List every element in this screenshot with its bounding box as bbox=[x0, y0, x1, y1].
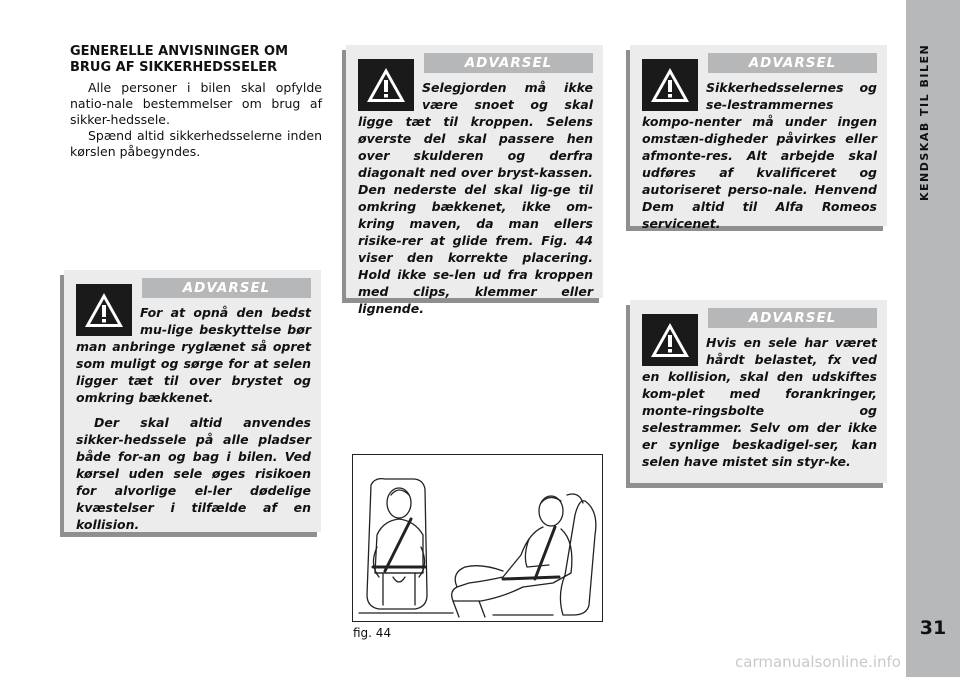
warning-triangle-icon bbox=[76, 284, 132, 336]
warning-text: Selegjorden må ikke være snoet og skal ligge tæt til kroppen. Selens øverste del skal passere hen over skulderen og derfra diagonalt ned over bryst-kassen. Den nederste del skal lig-ge til omkring bækkenet, ikke om-kring maven, da man ellers risike-rer at glide frem. Fig. 44 viser den korrekte placering. Hold ikke se-len ud fra kroppen med clips, klemmer eller lignende. bbox=[358, 80, 593, 316]
warning-triangle-icon bbox=[642, 314, 698, 366]
warning-triangle-icon bbox=[642, 59, 698, 111]
warning-heading: ADVARSEL bbox=[142, 278, 311, 298]
watermark: carmanualsonline.info bbox=[735, 653, 901, 671]
seatbelt-illustration bbox=[352, 454, 603, 622]
warning-heading: ADVARSEL bbox=[424, 53, 593, 73]
section-title: KENDSKAB TIL BILEN bbox=[918, 44, 931, 202]
warning-triangle-icon bbox=[358, 59, 414, 111]
warning-heading: ADVARSEL bbox=[708, 53, 877, 73]
intro-paragraph-2: Spænd altid sikkerhedsselerne inden kørslen påbegyndes. bbox=[70, 128, 322, 159]
figure-caption: fig. 44 bbox=[353, 626, 392, 640]
warning-heading: ADVARSEL bbox=[708, 308, 877, 328]
intro-heading: GENERELLE ANVISNINGER OM BRUG AF SIKKERHEDSSELER bbox=[70, 44, 289, 75]
warning-box-2 bbox=[346, 45, 603, 316]
warning-text: Der skal altid anvendes sikker-hedssele på alle pladser både for-an og bag i bilen. Ved kørsel uden sele øges risikoen for alvorlige el-ler dødelige kvæstelser i tilfælde af en kollision. bbox=[76, 415, 311, 532]
intro-section bbox=[70, 44, 322, 160]
warning-box-1 bbox=[64, 270, 321, 532]
warning-text: Hvis en sele har været hårdt belastet, fx ved en kollision, skal den udskiftes kom-plet med forankringer, monte-ringsbolte og selestrammer. Selv om der ikke er synlige beskadigel-ser, kan selen have mistet sin styr-ke. bbox=[642, 335, 877, 469]
intro-paragraph-1: Alle personer i bilen skal opfylde natio-nale bestemmelser om brug af sikker-hedssele. bbox=[70, 80, 322, 127]
warning-box-4 bbox=[630, 300, 887, 483]
warning-text: For at opnå den bedst mu-lige beskyttelse bør man anbringe ryglænet så opret som muligt og sørge for at selen ligger tæt til over brystet og omkring bækkenet. bbox=[76, 305, 311, 405]
seatbelt-drawing bbox=[353, 455, 602, 621]
page-number: 31 bbox=[919, 617, 947, 639]
warning-box-3 bbox=[630, 45, 887, 231]
warning-text: Sikkerhedsselernes og se-lestrammernes kompo-nenter må under ingen omstæn-digheder påvirkes eller afmonte-res. Alt arbejde skal udføres af kvalificeret og autoriseret perso-nale. Henvend Dem altid til Alfa Romeos servicenet. bbox=[642, 80, 877, 231]
